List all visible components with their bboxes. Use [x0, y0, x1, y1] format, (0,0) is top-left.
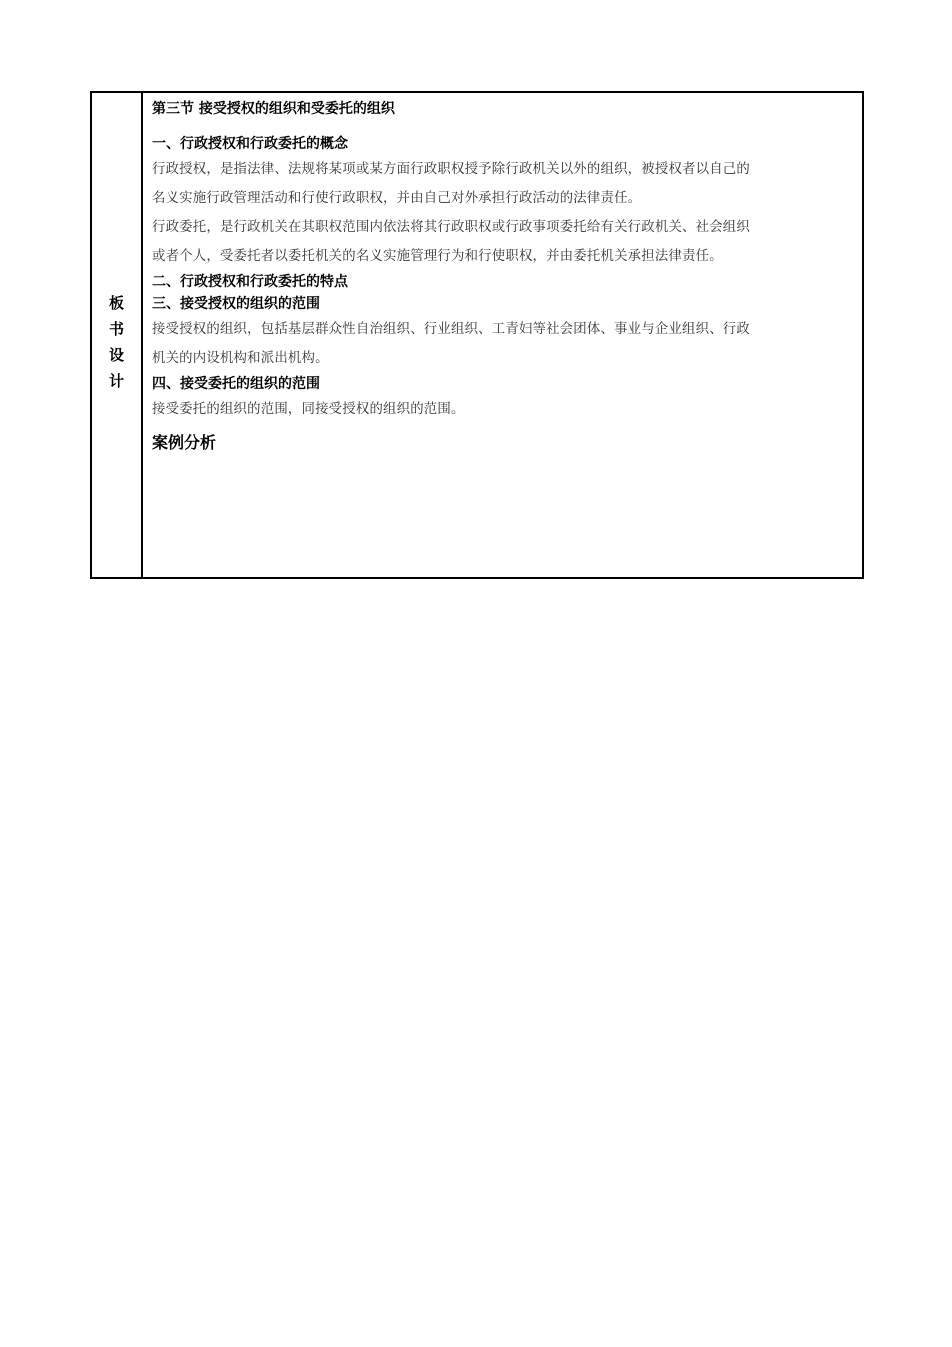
case-analysis-heading: 案例分析: [152, 433, 217, 452]
paragraph-line: 接受委托的组织的范围，同接受授权的组织的范围。: [152, 402, 465, 417]
paragraph-line: 行政委托，是行政机关在其职权范围内依法将其行政职权或行政事项委托给有关行政机关、社会组织: [152, 220, 750, 235]
label-char: 设: [108, 346, 124, 364]
paragraph-entrusted-scope: [152, 395, 854, 424]
heading-authorized-scope: 三、接受授权的组织的范围: [152, 296, 320, 312]
paragraph-line: 行政授权，是指法律、法规将某项或某方面行政职权授予除行政机关以外的组织，被授权者以自己的: [152, 162, 750, 177]
heading-entrusted-scope: 四、接受委托的组织的范围: [152, 376, 320, 392]
board-design-label-cell: [92, 93, 143, 577]
board-design-content: [143, 93, 862, 577]
paragraph-entrustment-definition: [152, 213, 854, 271]
label-char: 板: [108, 294, 124, 312]
label-char: 计: [108, 372, 124, 390]
paragraph-authorization-definition: [152, 155, 854, 213]
paragraph-line: 机关的内设机构和派出机构。: [152, 351, 329, 366]
board-design-table: [90, 91, 864, 579]
heading-characteristics: 二、行政授权和行政委托的特点: [152, 274, 348, 290]
paragraph-line: 名义实施行政管理活动和行使行政职权，并由自己对外承担行政活动的法律责任。: [152, 191, 642, 206]
label-char: 书: [108, 320, 124, 338]
paragraph-line: 接受授权的组织，包括基层群众性自治组织、行业组织、工青妇等社会团体、事业与企业组织、行政: [152, 322, 750, 337]
paragraph-line: 或者个人，受委托者以委托机关的名义实施管理行为和行使职权，并由委托机关承担法律责任。: [152, 249, 723, 264]
board-design-label: [109, 290, 124, 394]
paragraph-authorized-scope: [152, 315, 854, 373]
section-title: 第三节 接受授权的组织和受委托的组织: [152, 101, 395, 117]
heading-concept: 一、行政授权和行政委托的概念: [152, 136, 348, 152]
